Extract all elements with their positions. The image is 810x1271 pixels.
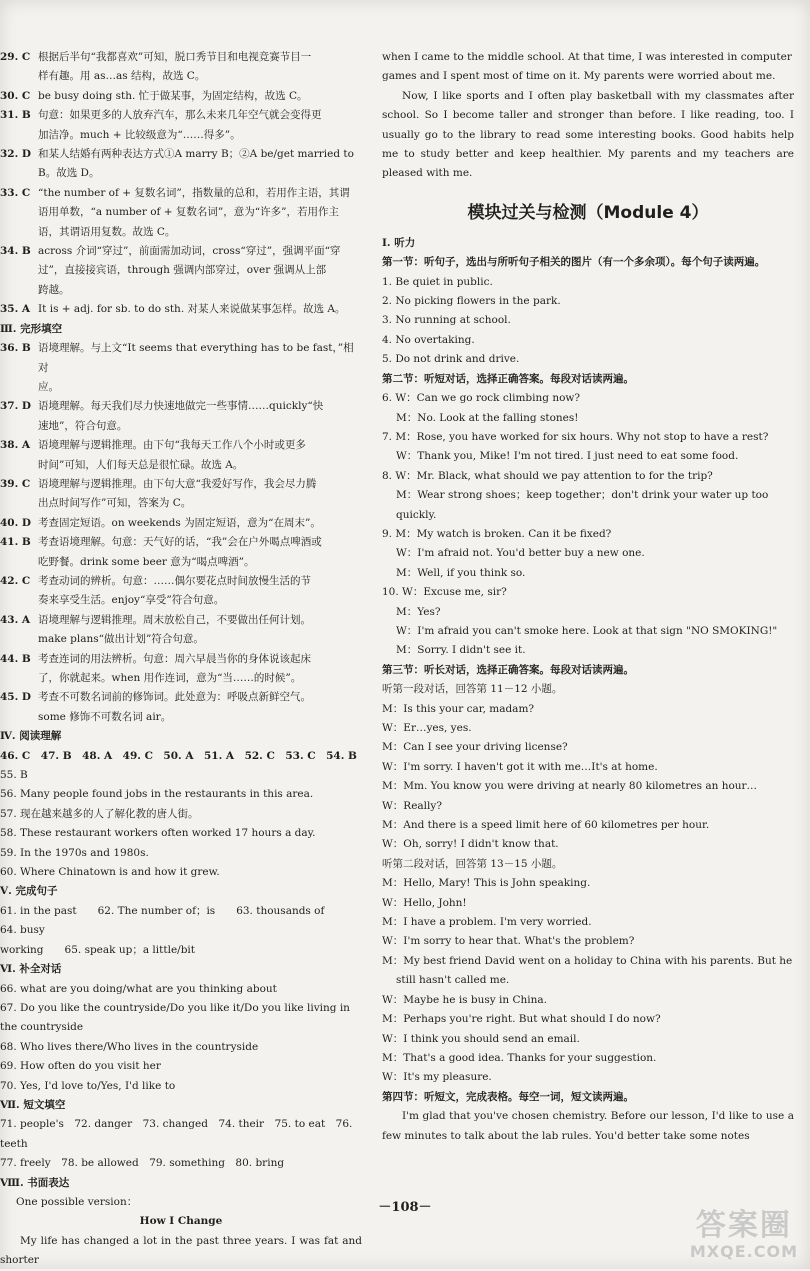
dialog-line: W：Really?: [382, 799, 442, 812]
answer-explanation: 跨越。: [38, 283, 70, 296]
answer-explanation: B。故选 D。: [38, 167, 100, 180]
answer-number: 42. C: [0, 574, 31, 587]
answer-number: 30. C: [0, 89, 31, 102]
answer-explanation: 了，你就起来。when 用作连词，意为“当……的时候”。: [38, 672, 302, 684]
answer-line: 61. in the past 62. The number of；is 63. thousands of 64. busy: [0, 904, 346, 937]
page-number: －108－: [378, 1200, 432, 1215]
answer-explanation: 语境理解与逻辑推理。由下句“我每天工作八个小时或更多: [38, 439, 306, 452]
answer-explanation: 语，其谓语用复数。故选 C。: [38, 225, 176, 238]
dialog-line: M：Wear strong shoes；keep together；don't drink your water up too quickly.: [396, 489, 769, 521]
answer-line: 56. Many people found jobs in the restaurants in this area.: [0, 788, 314, 801]
listening-sentence: 4. No overtaking.: [382, 333, 475, 346]
essay-paragraph: Now, I like sports and I often play basketball with my classmates after school. So I become taller and stronger than before. I like reading, too. I usually go to the library to read some interesting books. Good habits help me to study better and keep healthier. My parents and my teachers are pleased with me.: [382, 89, 794, 180]
dialog-line: W：I'm sorry. I haven't got it with me…It's at home.: [382, 760, 658, 773]
answer-explanation: 样有趣。用 as…as 结构，故选 C。: [38, 70, 206, 83]
answer-explanation: 句意：如果更多的人放弃汽车，那么未来几年空气就会变得更: [38, 109, 322, 122]
answer-item: [0, 436, 362, 475]
dialog-line: M：I have a problem. I'm very worried.: [382, 916, 592, 929]
answer-line: 58. These restaurant workers often worked 17 hours a day.: [0, 827, 316, 840]
answer-item: [0, 87, 362, 106]
dialog-line: 6. W：Can we go rock climbing now?: [382, 392, 581, 405]
answer-explanation: 考查语境理解。句意：天气好的话，“我”会在户外喝点啤酒或: [38, 536, 322, 549]
right-column: [382, 48, 794, 1146]
watermark-text: 答案圈: [695, 1208, 792, 1243]
answer-line: 57. 现在越来越多的人了解化教的唐人街。: [0, 807, 199, 820]
left-column: [0, 48, 362, 1271]
dialog-line: W：I'm afraid you can't smoke here. Look at that sign "NO SMOKING!": [396, 624, 778, 637]
answer-number: 36. B: [0, 342, 31, 355]
dialog-line: M：Hello, Mary! This is John speaking.: [382, 877, 591, 890]
answer-number: 41. B: [0, 536, 31, 549]
essay-line: games and I spent most of time on it. My parents were worried about me.: [382, 70, 776, 83]
answer-explanation: 应。: [38, 380, 59, 393]
answer-line: working 65. speak up；a little/bit: [0, 943, 195, 956]
answer-item: [0, 611, 362, 650]
answer-number: 44. B: [0, 652, 31, 665]
dialog-line: M：Yes?: [396, 605, 441, 618]
answer-number: 33. C: [0, 186, 31, 199]
dialog-line: M：My best friend David went on a holiday to China with his parents. But he still hasn't called me.: [382, 954, 793, 987]
answer-number: 45. D: [0, 691, 32, 704]
answer-item: [0, 106, 362, 145]
answer-number: 35. A: [0, 303, 31, 316]
dialog-line: 7. M：Rose, you have worked for six hours. Why not stop to have a rest?: [382, 430, 769, 443]
essay-paragraph: My life has changed a lot in the past three years. I was fat and shorter: [0, 1234, 362, 1267]
dialog-line: W：I'm afraid not. You'd better buy a new one.: [396, 547, 645, 560]
answer-line: 60. Where Chinatown is and how it grew.: [0, 866, 220, 879]
answer-item: [0, 514, 362, 533]
dialog-line: W：I'm sorry to hear that. What's the problem?: [382, 935, 635, 948]
answer-explanation: 吃野餐。drink some beer 意为“喝点啤酒”。: [38, 555, 255, 568]
answer-line: 70. Yes, I'd love to/Yes, I'd like to: [0, 1079, 176, 1092]
answer-explanation: 加洁净。much + 比较级意为“……得多”。: [38, 128, 241, 141]
answer-number: 37. D: [0, 400, 32, 413]
answer-explanation: 语境理解。与上文“It seems that everything has to be fast，”相对: [38, 342, 354, 374]
answer-number: 39. C: [0, 477, 31, 490]
essay-line: when I came to the middle school. At that time, I was interested in computer: [382, 51, 792, 63]
answer-explanation: 出点时间写作”可知，答案为 C。: [38, 497, 192, 510]
answer-number: 29. C: [0, 51, 31, 63]
watermark-url: MXQE.COM: [689, 1242, 798, 1261]
answer-explanation: make plans“做出计划”符合句意。: [38, 633, 204, 646]
answer-item: [0, 533, 362, 572]
answer-explanation: 考查固定短语。on weekends 为固定短语，意为“在周末”。: [38, 516, 321, 529]
answer-explanation: 过”，直接接宾语，through 强调内部穿过，over 强调从上部: [38, 264, 327, 277]
answer-explanation: be busy doing sth. 忙于做某事，为固定结构，故选 C。: [38, 89, 308, 102]
dialog-line: M：Sorry. I didn't see it.: [396, 644, 526, 657]
answer-explanation: 考查不可数名词前的修饰词。此处意为：呼吸点新鲜空气。: [38, 691, 311, 704]
section-heading: Ⅳ. 阅读理解: [0, 730, 62, 743]
dialog-line: 听第二段对话，回答第 13－15 小题。: [382, 857, 563, 870]
part-heading: 第二节：听短对话，选择正确答案。每段对话读两遍。: [382, 372, 634, 385]
dialog-line: 9. M：My watch is broken. Can it be fixed?: [382, 527, 612, 540]
answer-explanation: 语境理解与逻辑推理。周末放松自己，不要做出任何计划。: [38, 613, 311, 626]
section-heading: Ⅰ. 听力: [382, 236, 416, 249]
answer-line: 77. freely 78. be allowed 79. something 80. bring: [0, 1157, 285, 1170]
answer-explanation: 语用单数，“a number of + 复数名词”，意为“许多”，若用作主: [38, 206, 340, 219]
answer-explanation: 速地”，符合句意。: [38, 419, 128, 432]
essay-intro: One possible version：: [16, 1195, 138, 1208]
answer-explanation: 奏来享受生活。enjoy“享受”符合句意。: [38, 594, 225, 607]
answer-explanation: some 修饰不可数名词 air。: [38, 710, 172, 723]
answer-explanation: 考查连词的用法辨析。句意：周六早晨当你的身体说该起床: [38, 652, 311, 665]
dialog-line: M：Perhaps you're right. But what should I do now?: [382, 1013, 661, 1026]
dialog-line: W：Hello, John!: [382, 896, 467, 909]
answer-row: 46. C 47. B 48. A 49. C 50. A 51. A 52. C 53. C 54. B: [0, 749, 357, 762]
section-heading: Ⅲ. 完形填空: [0, 322, 63, 335]
answer-number: 38. A: [0, 439, 31, 452]
dialog-line: W：Er…yes, yes.: [382, 722, 472, 734]
section-heading: Ⅵ. 补全对话: [0, 963, 62, 976]
answer-item: [0, 242, 362, 300]
section-heading: Ⅷ. 书面表达: [0, 1176, 70, 1189]
answer-item: [0, 300, 362, 319]
part-heading: 第四节：听短文，完成表格。每空一词，短文读两遍。: [382, 1090, 634, 1103]
essay-title: How I Change: [139, 1215, 223, 1228]
answer-item: [0, 339, 362, 397]
watermark-logo: [690, 1210, 798, 1261]
section-heading: Ⅴ. 完成句子: [0, 885, 58, 898]
part-heading: 第一节：听句子，选出与所听句子相关的图片（有一个多余项）。每个句子读两遍。: [382, 256, 766, 269]
answer-item: [0, 48, 362, 87]
answer-line: 69. How often do you visit her: [0, 1060, 161, 1073]
answer-line: 55. B: [0, 769, 28, 782]
answer-item: [0, 397, 362, 436]
answer-item: [0, 688, 362, 727]
dialog-line: 听第一段对话，回答第 11－12 小题。: [382, 683, 563, 696]
answer-explanation: 根据后半句“我都喜欢”可知，脱口秀节目和电视竞赛节目一: [38, 51, 312, 63]
section-heading: Ⅶ. 短文填空: [0, 1098, 66, 1111]
answer-explanation: 语境理解与逻辑推理。由下句大意“我爱好写作，我会尽力腾: [38, 477, 317, 490]
listening-sentence: 3. No running at school.: [382, 314, 511, 327]
listening-sentence: 5. Do not drink and drive.: [382, 353, 520, 366]
answer-explanation: “the number of + 复数名词”，指数量的总和，若用作主语，其谓: [38, 186, 350, 199]
dialog-line: 10. W：Excuse me, sir?: [382, 586, 507, 599]
dialog-line: M：No. Look at the falling stones!: [396, 411, 579, 424]
dialog-line: M：Is this your car, madam?: [382, 702, 535, 715]
dialog-line: M：Can I see your driving license?: [382, 741, 568, 754]
listening-sentence: 1. Be quiet in public.: [382, 275, 493, 288]
answer-explanation: 和某人结婚有两种表达方式①A marry B；②A be/get married to: [38, 148, 354, 161]
module-title: 模块过关与检测（Module 4）: [467, 202, 709, 223]
answer-explanation: 语境理解。每天我们尽力快速地做完一些事情……quickly“快: [38, 400, 324, 413]
dialog-line: W：Maybe he is busy in China.: [382, 993, 548, 1006]
answer-number: 34. B: [0, 245, 31, 258]
answer-explanation: across 介词“穿过”，前面需加动词，cross“穿过”，强调平面“穿: [38, 245, 341, 258]
answer-explanation: 考查动词的辨析。句意：……偶尔要花点时间放慢生活的节: [38, 574, 311, 587]
dialog-line: M：Well, if you think so.: [396, 566, 526, 579]
answer-number: 32. D: [0, 148, 32, 161]
dialog-line: W：I think you should send an email.: [382, 1032, 580, 1045]
answer-number: 31. B: [0, 109, 31, 122]
dialog-line: W：It's my pleasure.: [382, 1071, 492, 1084]
answer-item: [0, 145, 362, 184]
passage-paragraph: I'm glad that you've chosen chemistry. Before our lesson, I'd like to use a few minutes to talk about the lab rules. You'd better take some notes: [382, 1110, 794, 1142]
dialog-line: M：Mm. You know you were driving at nearly 80 kilometres an hour…: [382, 780, 758, 793]
answer-number: 40. D: [0, 516, 32, 529]
listening-sentence: 2. No picking flowers in the park.: [382, 295, 561, 308]
answer-line: 67. Do you like the countryside/Do you like it/Do you like living in: [0, 1001, 350, 1014]
dialog-line: W：Oh, sorry! I didn't know that.: [382, 838, 559, 851]
answer-line: 68. Who lives there/Who lives in the countryside: [0, 1040, 259, 1053]
dialog-line: W：Thank you, Mike! I'm not tired. I just need to eat some food.: [396, 450, 739, 463]
answer-number: 43. A: [0, 613, 31, 626]
dialog-line: 8. W：Mr. Black, what should we pay attention to for the trip?: [382, 469, 713, 482]
answer-explanation: It is + adj. for sb. to do sth. 对某人来说做某事怎样。故选 A。: [38, 303, 346, 316]
part-heading: 第三节：听长对话，选择正确答案。每段对话读两遍。: [382, 663, 634, 676]
answer-line: 71. people's 72. danger 73. changed 74. their 75. to eat 76. teeth: [0, 1118, 353, 1150]
answer-item: [0, 475, 362, 514]
answer-explanation: 时间”可知，人们每天总是很忙碌。故选 A。: [38, 458, 244, 471]
answer-item: [0, 650, 362, 689]
answer-line: 66. what are you doing/what are you thinking about: [0, 982, 277, 995]
dialog-line: M：And there is a speed limit here of 60 kilometres per hour.: [382, 819, 710, 832]
dialog-line: M：That's a good idea. Thanks for your suggestion.: [382, 1051, 657, 1064]
answer-line: 59. In the 1970s and 1980s.: [0, 846, 149, 859]
answer-item: [0, 572, 362, 611]
answer-line: the countryside: [0, 1021, 84, 1034]
answer-item: [0, 184, 362, 242]
